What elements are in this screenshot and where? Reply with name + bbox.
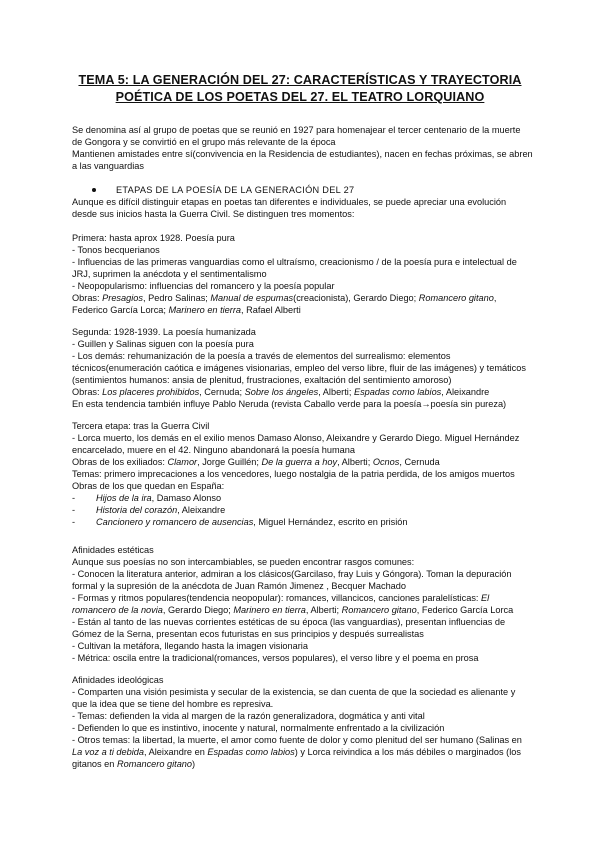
text-line: a las vanguardias: [72, 161, 145, 171]
section-subheading: Afinidades estéticas: [72, 545, 154, 555]
work-title: De la guerra a hoy: [261, 457, 338, 467]
text-line: formal y la supresión de la anécdota de Juan Ramón Jimenez , Becquer Machado: [72, 581, 407, 591]
text-line: - Otros temas: la libertad, la muerte, el amor como fuente de dolor y como plenitud del ser humano (Salinas en: [72, 735, 522, 745]
text-line: (sentimientos humanos: ansia de plenitud, frustraciones, exaltación del sentimiento amoroso): [72, 375, 452, 385]
work-title: Ocnos: [372, 457, 400, 467]
text-line: - Influencias de las primeras vanguardias como el ultraísmo, creacionismo / de la poesía pura e intelectual de: [72, 257, 517, 267]
work-title: Romancero gitano: [418, 293, 494, 303]
list-item: - Historia del corazón, Aleixandre: [72, 505, 226, 515]
text-line: Obras de los que quedan en España:: [72, 481, 225, 491]
text-line: - Formas y ritmos populares(tendencia neopopular): romances, villancicos, canciones paralelísticas: El: [72, 593, 490, 603]
heading-text: ETAPAS DE LA POESÍA DE LA GENERACIÓN DEL 27: [116, 185, 355, 195]
text-line: - Comparten una visión pesimista y secular de la existencia, se dan cuenta de que la sociedad es alienante y: [72, 687, 516, 697]
text-line: JRJ, suprimen la anécdota y el sentimentalismo: [72, 269, 267, 279]
text-line: Aunque sus poesías no son intercambiables, se pueden encontrar rasgos comunes:: [72, 557, 415, 567]
work-title: Marinero en tierra: [233, 605, 306, 615]
text-line: Temas: primero imprecaciones a los vencedores, luego nostalgia de la patria perdida, de los amigos muertos: [72, 469, 515, 479]
section-segunda: [72, 326, 537, 410]
list-item: - Cancionero y romancero de ausencias, Miguel Hernández, escrito en prisión: [72, 517, 408, 527]
work-title: Romancero gitano: [116, 759, 193, 769]
text-line: Gómez de la Serna, presentan ecos futuristas en sus principios y después surrealistas: [72, 629, 424, 639]
work-title: Sobre los ángeles: [244, 387, 319, 397]
work-title: Hijos de la ira: [96, 493, 152, 503]
intro-paragraph: [72, 124, 537, 172]
section-subheading: Afinidades ideológicas: [72, 675, 164, 685]
section-afinidades-esteticas: [72, 544, 537, 664]
text-line: Mantienen amistades entre sí(convivencia en la Residencia de estudiantes), nacen en fechas próximas, se abren: [72, 149, 533, 159]
text-line: romancero de la novia, Gerardo Diego; Marinero en tierra, Alberti; Romancero gitano, Federico García Lorca: [72, 605, 514, 615]
text-line: encarcelado, muere en el 42. Ninguno abandonará la poesía humana: [72, 445, 355, 455]
text-line: de Gongora y se convirtió en el grupo más relevante de la época: [72, 137, 336, 147]
text-line: gitanos en Romancero gitano): [72, 759, 196, 769]
text-line: - Cultivan la metáfora, llegando hasta la imagen visionaria: [72, 641, 308, 651]
text-line: técnicos(enumeración caótica e imágenes visionarias, empleo del verso libre, fluir de las imágenes) y temáticos: [72, 363, 526, 373]
text-line: - Guillen y Salinas siguen con la poesía pura: [72, 339, 254, 349]
work-title: romancero de la novia: [72, 605, 163, 615]
work-title: Los placeres prohibidos: [102, 387, 200, 397]
work-title: Manual de espumas: [210, 293, 294, 303]
bullet-icon: [92, 188, 96, 192]
etapas-intro: [72, 196, 537, 220]
work-title: Clamor: [167, 457, 198, 467]
text-line: En esta tendencia también influye Pablo Neruda (revista Caballo verde para la poesía→poesía sin pureza): [72, 399, 507, 409]
work-title: Cancionero y romancero de ausencias: [96, 517, 254, 527]
text-line: Se denomina así al grupo de poetas que se reunió en 1927 para homenajear el tercer centenario de la muerte: [72, 125, 521, 135]
text-line: - Neopopularismo: influencias del romancero y la poesía popular: [72, 281, 335, 291]
section-subheading: Tercera etapa: tras la Guerra Civil: [72, 421, 210, 431]
text-line: - Están al tanto de las nuevas corrientes estéticas de su época (las vanguardias), presentan influencias de: [72, 617, 506, 627]
work-title: Historia del corazón: [96, 505, 178, 515]
work-title: Romancero gitano: [341, 605, 417, 615]
text-line: Obras de los exiliados: Clamor, Jorge Guillén; De la guerra a hoy, Alberti; Ocnos, Cernuda: [72, 457, 440, 467]
text-line: - Métrica: oscila entre la tradicional(romances, versos populares), el verso libre y el poema en prosa: [72, 653, 479, 663]
work-title: Espadas como labios: [353, 387, 442, 397]
text-line: Obras: Presagios, Pedro Salinas; Manual de espumas(creacionista), Gerardo Diego; Romancero gitano,: [72, 293, 497, 303]
section-primera: [72, 232, 537, 316]
text-line: desde sus inicios hasta la Guerra Civil. Se distinguen tres momentos:: [72, 209, 355, 219]
text-line: - Lorca muerto, los demás en el exilio menos Damaso Alonso, Aleixandre y Gerardo Diego. Miguel Hernández: [72, 433, 520, 443]
title-line-1: TEMA 5: LA GENERACIÓN DEL 27: CARACTERÍSTICAS Y TRAYECTORIA: [78, 73, 522, 87]
text-line: La voz a ti debida, Aleixandre en Espadas como labios) y Lorca reivindica a los más débiles o marginados (los: [72, 747, 521, 757]
work-title: La voz a ti debida: [72, 747, 145, 757]
section-afinidades-ideologicas: [72, 674, 537, 770]
text-line: - Conocen la literatura anterior, admiran a los clásicos(Garcilaso, fray Luis y Góngora). Toman la depuración: [72, 569, 512, 579]
text-line: Obras: Los placeres prohibidos, Cernuda; Sobre los ángeles, Alberti; Espadas como labios, Aleixandre: [72, 387, 490, 397]
section-tercera: [72, 420, 537, 528]
work-title: El: [481, 593, 490, 603]
list-item: - Hijos de la ira, Damaso Alonso: [72, 493, 222, 503]
page-title: [60, 72, 540, 106]
section-subheading: Primera: hasta aprox 1928. Poesía pura: [72, 233, 235, 243]
work-title: Espadas como labios: [207, 747, 295, 757]
section-subheading: Segunda: 1928-1939. La poesía humanizada: [72, 327, 256, 337]
text-line: - Tonos becquerianos: [72, 245, 160, 255]
title-line-2: POÉTICA DE LOS POETAS DEL 27. EL TEATRO LORQUIANO: [115, 90, 485, 104]
text-line: Federico García Lorca; Marinero en tierra, Rafael Alberti: [72, 305, 301, 315]
section-heading-etapas: [92, 184, 354, 196]
work-title: Presagios: [102, 293, 143, 303]
text-line: que la idea que se tiene del hombre es represiva.: [72, 699, 274, 709]
work-title: Marinero en tierra: [168, 305, 242, 315]
text-line: - Los demás: rehumanización de la poesía a través de elementos del surrealismo: elementos: [72, 351, 451, 361]
text-line: Aunque es difícil distinguir etapas en poetas tan diferentes e individuales, se puede apreciar una evolución: [72, 197, 507, 207]
text-line: - Temas: defienden la vida al margen de la razón generalizadora, dogmática y anti vital: [72, 711, 425, 721]
text-line: - Defienden lo que es instintivo, inocente y natural, normalmente enfrentado a la civilización: [72, 723, 445, 733]
